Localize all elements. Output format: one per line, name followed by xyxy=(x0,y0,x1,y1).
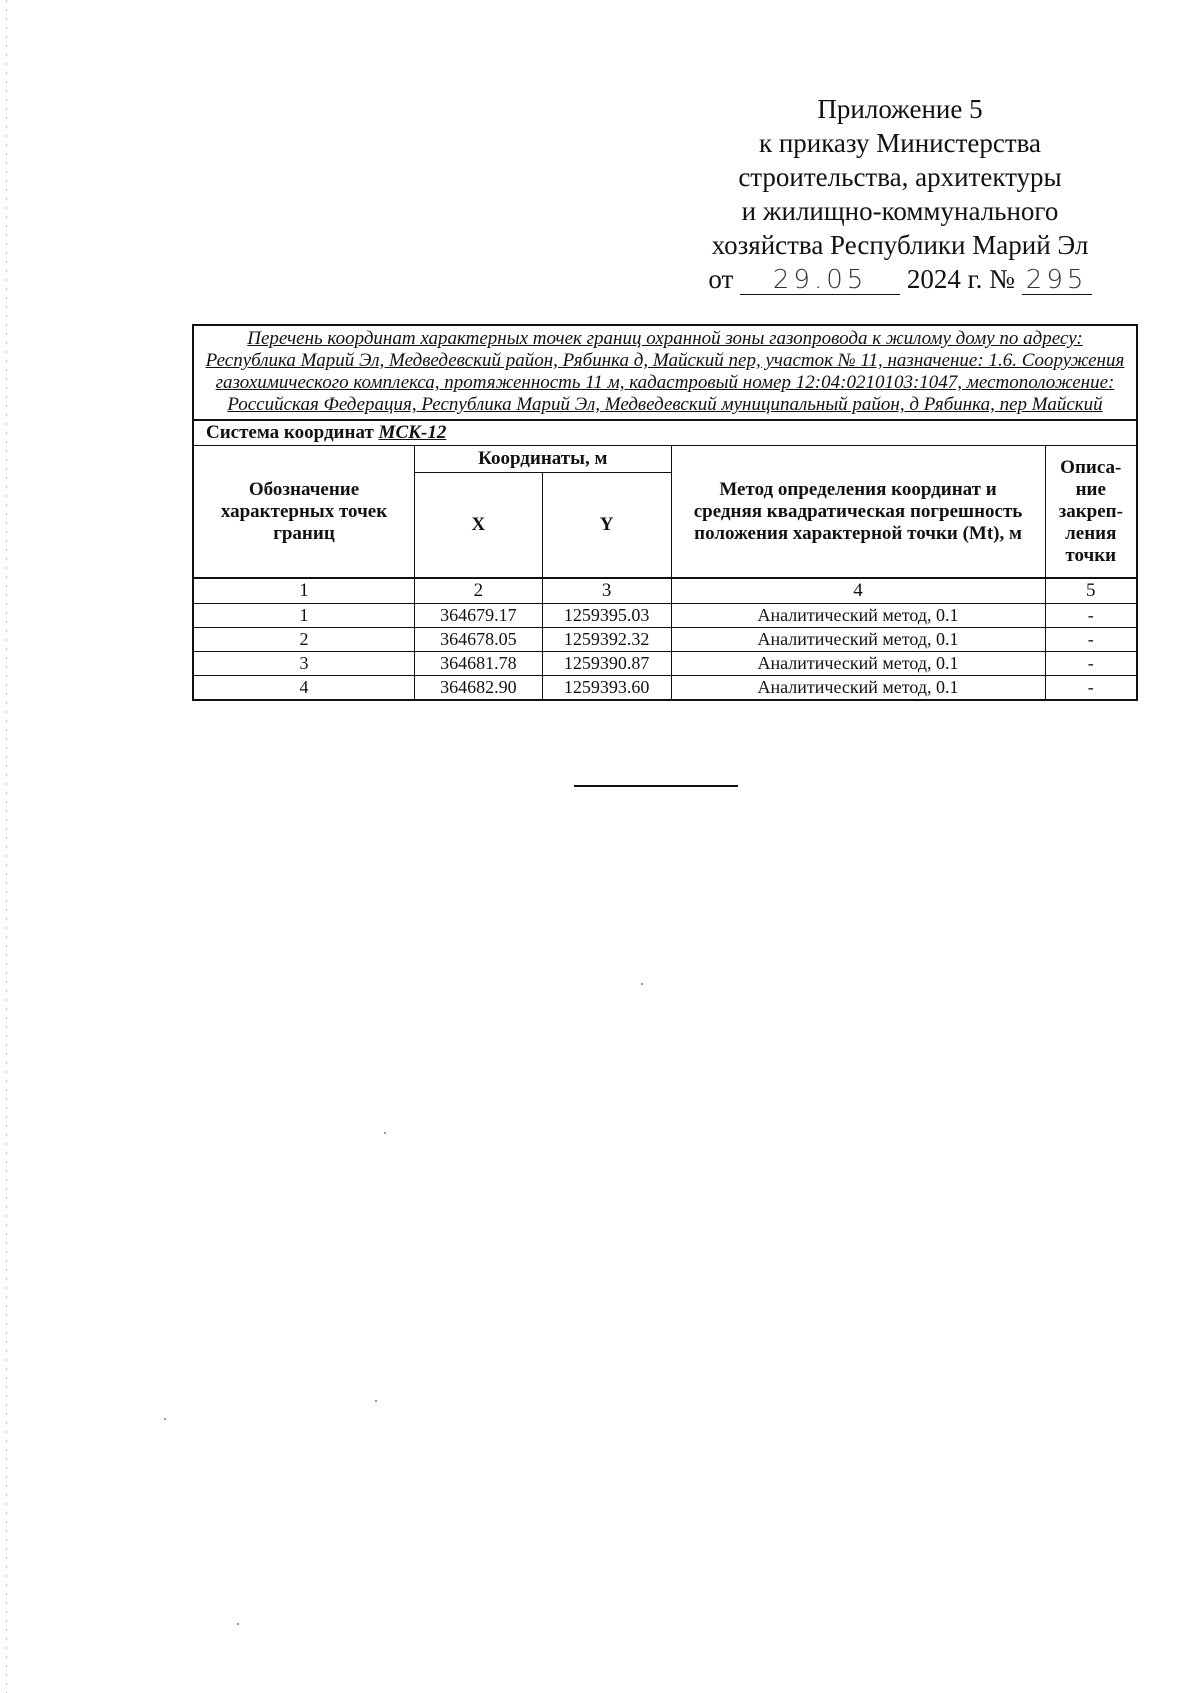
description-cell: - xyxy=(1045,652,1137,676)
coordinate-system-label: Система координат xyxy=(206,422,374,443)
y-cell: 1259393.60 xyxy=(542,676,671,701)
column-number: 4 xyxy=(671,578,1045,604)
table-row xyxy=(193,628,1137,652)
y-cell: 1259392.32 xyxy=(542,628,671,652)
coordinate-system-value: МСК-12 xyxy=(378,422,447,443)
header-point-designation: Обозначение характерных точек границ xyxy=(193,446,415,579)
table-row xyxy=(193,652,1137,676)
description-cell: - xyxy=(1045,628,1137,652)
x-cell: 364681.78 xyxy=(415,652,543,676)
method-cell: Аналитический метод, 0.1 xyxy=(671,604,1045,628)
header-line-3: строительства, архитектуры xyxy=(738,162,1062,192)
method-cell: Аналитический метод, 0.1 xyxy=(671,628,1045,652)
description-cell: - xyxy=(1045,676,1137,701)
point-cell: 4 xyxy=(193,676,415,701)
header-line-5: хозяйства Республики Марий Эл xyxy=(711,230,1089,260)
scan-speck xyxy=(164,1418,166,1420)
header-line-1: Приложение 5 xyxy=(817,94,983,124)
y-cell: 1259390.87 xyxy=(542,652,671,676)
order-date-handwritten: 29.05 xyxy=(740,266,900,295)
appendix-header xyxy=(690,92,1110,296)
point-cell: 2 xyxy=(193,628,415,652)
method-cell: Аналитический метод, 0.1 xyxy=(671,676,1045,701)
description-cell: - xyxy=(1045,604,1137,628)
header-line-2: к приказу Министерства xyxy=(758,128,1042,158)
header-coordinates: Координаты, м xyxy=(415,446,672,473)
order-date-line xyxy=(690,262,1110,296)
table-caption: Перечень координат характерных точек границ охранной зоны газопровода к жилому дому по адресу: Республика Марий Эл, Медведевский район, Рябинка д, Майский пер, участок № 11, назначение: 1.6. Сооружения газохимического комплекса, протяженность 11 м, кадастровый номер 12:04:0210103:1047, местоположение: Российская Федерация, Республика Марий Эл, Медведевский муниципальный район, д Рябинка, пер Майский xyxy=(193,325,1137,420)
end-separator-line xyxy=(574,785,738,787)
scan-speck xyxy=(384,1132,386,1134)
header-y: Y xyxy=(542,473,671,579)
y-cell: 1259395.03 xyxy=(542,604,671,628)
header-point-description: Описа- ние закреп- ления точки xyxy=(1045,446,1137,579)
header-x: X xyxy=(415,473,543,579)
method-cell: Аналитический метод, 0.1 xyxy=(671,652,1045,676)
table-row xyxy=(193,676,1137,701)
x-cell: 364679.17 xyxy=(415,604,543,628)
coordinates-table xyxy=(192,324,1138,701)
scan-speck xyxy=(375,1400,377,1402)
scan-speck xyxy=(641,983,643,985)
point-cell: 1 xyxy=(193,604,415,628)
header-method: Метод определения координат и средняя квадратическая погрешность положения характерной точки (Mt), м xyxy=(671,446,1045,579)
column-number: 1 xyxy=(193,578,415,604)
x-cell: 364678.05 xyxy=(415,628,543,652)
column-numbers-row xyxy=(193,578,1137,604)
x-cell: 364682.90 xyxy=(415,676,543,701)
point-cell: 3 xyxy=(193,652,415,676)
column-number: 3 xyxy=(542,578,671,604)
column-number: 2 xyxy=(415,578,543,604)
column-number: 5 xyxy=(1045,578,1137,604)
scan-edge-artifact xyxy=(6,0,7,1693)
table-row xyxy=(193,604,1137,628)
header-line-4: и жилищно-коммунального xyxy=(741,196,1059,226)
year-number-label: 2024 г. № xyxy=(906,264,1015,294)
scan-speck xyxy=(237,1623,239,1625)
coordinate-system-row xyxy=(193,420,1137,446)
order-number-handwritten: 295 xyxy=(1022,266,1092,295)
from-label: от xyxy=(708,264,734,294)
